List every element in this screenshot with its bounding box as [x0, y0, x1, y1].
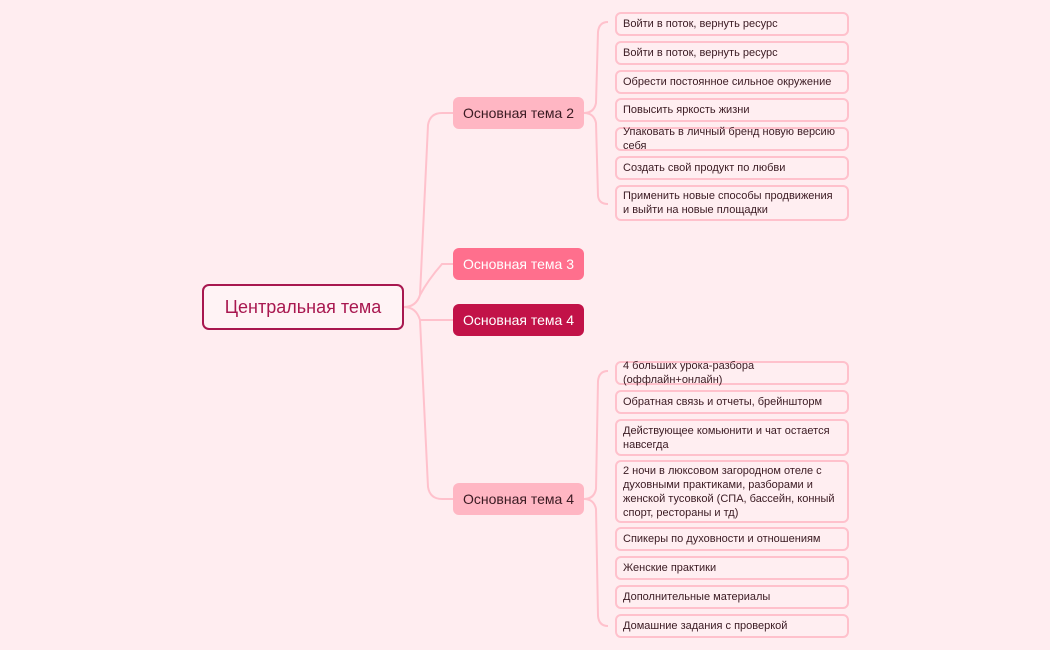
subtopic-label: Действующее комьюнити и чат остается навсегда [623, 424, 830, 451]
subtopic-label: Упаковать в личный бренд новую версию себя [623, 126, 835, 152]
subtopic-label: Дополнительные материалы [623, 591, 771, 603]
subtopic-label: Повысить яркость жизни [623, 104, 750, 116]
main-topic-4-selected[interactable] [453, 304, 584, 336]
central-topic-label: Центральная тема [224, 296, 382, 317]
central-connector [404, 307, 453, 499]
subtopic-item[interactable] [615, 419, 849, 456]
topic-2-bracket [584, 22, 608, 113]
subtopic-label: Женские практики [623, 562, 717, 574]
subtopic-item[interactable] [615, 614, 849, 638]
subtopic-label: Войти в поток, вернуть ресурс [623, 47, 778, 59]
central-topic[interactable] [202, 284, 404, 330]
main-topic-label: Основная тема 3 [463, 256, 574, 272]
subtopic-item[interactable] [615, 460, 849, 523]
topic-2-bracket [584, 113, 608, 204]
main-topic-label: Основная тема 4 [463, 491, 574, 507]
subtopic-label: Обратная связь и отчеты, брейншторм [623, 396, 823, 408]
subtopic-item[interactable] [615, 185, 849, 221]
central-connector [404, 113, 453, 307]
subtopic-item[interactable] [615, 585, 849, 609]
subtopic-label: Спикеры по духовности и отношениям [623, 533, 821, 545]
main-topic-2[interactable] [453, 97, 584, 129]
subtopic-item[interactable] [615, 390, 849, 414]
topic-4-bracket [584, 499, 608, 626]
subtopic-item[interactable] [615, 12, 849, 36]
subtopic-label: 4 больших урока-разбора (оффлайн+онлайн) [623, 360, 755, 386]
subtopic-label: 2 ночи в люксовом загородном отеле с духовными практиками, разборами и женской тусовкой (СПА, бассейн, конный спорт, рестораны и тд) [623, 464, 835, 519]
subtopic-item[interactable] [615, 556, 849, 580]
topic-4-bracket [584, 371, 608, 499]
main-topic-3[interactable] [453, 248, 584, 280]
subtopic-label: Применить новые способы продвижения и выйти на новые площадки [623, 190, 833, 216]
subtopic-item[interactable] [615, 41, 849, 65]
subtopic-item[interactable] [615, 98, 849, 122]
subtopic-item[interactable] [615, 361, 849, 385]
subtopic-label: Войти в поток, вернуть ресурс [623, 18, 778, 30]
subtopic-item[interactable] [615, 127, 849, 151]
central-connector [420, 264, 453, 295]
subtopic-label: Домашние задания с проверкой [623, 620, 788, 632]
main-topic-4[interactable] [453, 483, 584, 515]
subtopic-item[interactable] [615, 70, 849, 94]
subtopic-label: Обрести постоянное сильное окружение [623, 76, 832, 88]
main-topic-label: Основная тема 2 [463, 105, 574, 121]
main-topic-label: Основная тема 4 [463, 312, 574, 328]
subtopic-label: Создать свой продукт по любви [623, 162, 786, 174]
subtopic-item[interactable] [615, 527, 849, 551]
subtopic-item[interactable] [615, 156, 849, 180]
